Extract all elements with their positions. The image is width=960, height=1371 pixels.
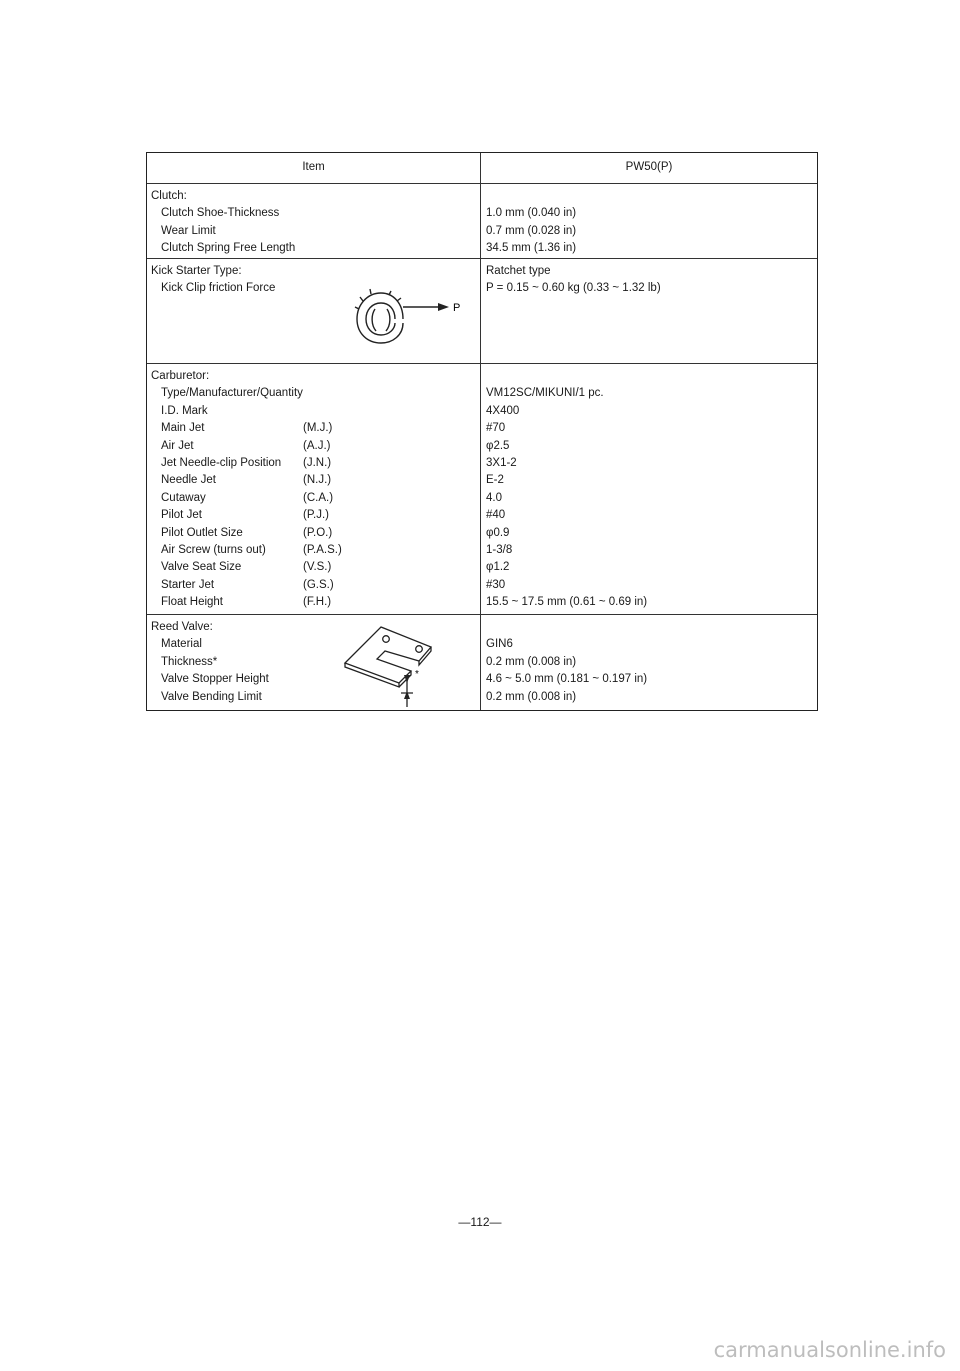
clutch-label-2: Clutch Spring Free Length [161,242,296,255]
carb-label-1: I.D. Mark [161,404,208,417]
carb-code-9: (P.A.S.) [303,543,342,556]
carb-code-8: (P.O.) [303,526,333,539]
reed-figure-mark: * [415,669,419,680]
kick-items [147,259,481,363]
carb-label-8: Pilot Outlet Size [161,526,243,539]
section-kick-starter [147,258,817,363]
reed-label-1: Thickness* [161,655,218,668]
clutch-title: Clutch: [151,190,187,202]
reed-values [481,615,817,710]
clutch-items [147,184,481,258]
reed-label-2: Valve Stopper Height [161,673,269,686]
table-header [147,153,817,183]
reed-label-0: Material [161,638,202,651]
kick-values [481,259,817,363]
reed-value-0: GIN6 [486,638,513,651]
carb-label-10: Valve Seat Size [161,561,242,574]
kick-title-value: Ratchet type [486,265,551,277]
carb-value-6: 4.0 [486,491,502,504]
reed-valve-diagram-icon [339,617,443,709]
header-model [481,153,817,183]
carb-row-2 [151,420,476,437]
reed-value-3: 0.2 mm (0.008 in) [486,690,577,703]
clutch-value-1: 0.7 mm (0.028 in) [486,224,577,237]
carb-value-12: 15.5 ~ 17.5 mm (0.61 ~ 0.69 in) [486,596,648,609]
carb-row-8 [151,525,476,542]
reed-value-1: 0.2 mm (0.008 in) [486,655,577,668]
carb-label-3: Air Jet [161,439,194,452]
carb-row-5 [151,472,476,489]
header-model-label: PW50(P) [625,161,673,174]
reed-items [147,615,481,710]
kick-clip-diagram-icon [345,279,463,349]
carb-code-3: (A.J.) [303,439,331,452]
carb-code-6: (C.A.) [303,491,334,504]
carb-value-4: 3X1-2 [486,456,517,469]
carb-value-11: #30 [486,578,506,591]
carb-label-9: Air Screw (turns out) [161,543,266,556]
carb-row-11 [151,577,476,594]
clutch-value-2: 34.5 mm (1.36 in) [486,242,577,255]
carb-code-4: (J.N.) [303,456,332,469]
clutch-value-spacer [486,188,813,205]
section-reed-valve [147,614,817,710]
carb-value-2: #70 [486,422,506,435]
carb-code-12: (F.H.) [303,596,332,609]
carb-row-10 [151,559,476,576]
carb-value-0: VM12SC/MIKUNI/1 pc. [486,387,604,400]
page-number: —112— [458,1215,502,1229]
carb-label-7: Pilot Jet [161,509,202,522]
reed-title: Reed Valve: [151,621,213,633]
carb-row-1 [151,403,476,420]
carb-value-spacer [486,368,813,385]
carb-row-12 [151,594,476,611]
carb-title: Carburetor: [151,370,210,382]
carb-code-7: (P.J.) [303,509,329,522]
kick-label-0: Kick Clip friction Force [161,282,276,295]
carb-row-6 [151,490,476,507]
watermark: carmanualsonline.info [713,1338,946,1362]
carb-value-9: 1-3/8 [486,543,513,556]
carb-row-4 [151,455,476,472]
carb-value-7: #40 [486,509,506,522]
carb-code-2: (M.J.) [303,422,333,435]
kick-title: Kick Starter Type: [151,265,242,277]
header-item [147,153,481,183]
clutch-value-0: 1.0 mm (0.040 in) [486,207,577,220]
carb-code-5: (N.J.) [303,474,332,487]
carb-row-0 [151,385,476,402]
carb-label-2: Main Jet [161,422,205,435]
section-carburetor [147,363,817,614]
clutch-label-1: Wear Limit [161,224,216,237]
clutch-label-0: Clutch Shoe-Thickness [161,207,280,220]
carb-label-0: Type/Manufacturer/Quantity [161,387,303,400]
carb-row-7 [151,507,476,524]
kick-figure-label: P [453,302,461,314]
arrow-head [438,303,449,311]
spec-table [146,152,818,711]
carb-value-8: φ0.9 [486,526,510,539]
carb-row-3 [151,438,476,455]
carb-code-10: (V.S.) [303,561,332,574]
clutch-values [481,184,817,258]
reed-value-2: 4.6 ~ 5.0 mm (0.181 ~ 0.197 in) [486,673,648,686]
carb-value-1: 4X400 [486,404,520,417]
carb-values [481,364,817,614]
carb-items [147,364,481,614]
carb-value-5: E-2 [486,474,504,487]
section-clutch [147,183,817,258]
carb-value-10: φ1.2 [486,561,510,574]
carb-label-11: Starter Jet [161,578,215,591]
reed-value-spacer [486,619,813,636]
carb-label-6: Cutaway [161,491,206,504]
carb-label-5: Needle Jet [161,474,216,487]
carb-row-9 [151,542,476,559]
carb-label-12: Float Height [161,596,224,609]
carb-value-3: φ2.5 [486,439,510,452]
kick-value-0: P = 0.15 ~ 0.60 kg (0.33 ~ 1.32 lb) [486,282,661,295]
header-item-label: Item [302,161,325,174]
reed-label-3: Valve Bending Limit [161,690,262,703]
carb-code-11: (G.S.) [303,578,334,591]
carb-label-4: Jet Needle-clip Position [161,456,282,469]
